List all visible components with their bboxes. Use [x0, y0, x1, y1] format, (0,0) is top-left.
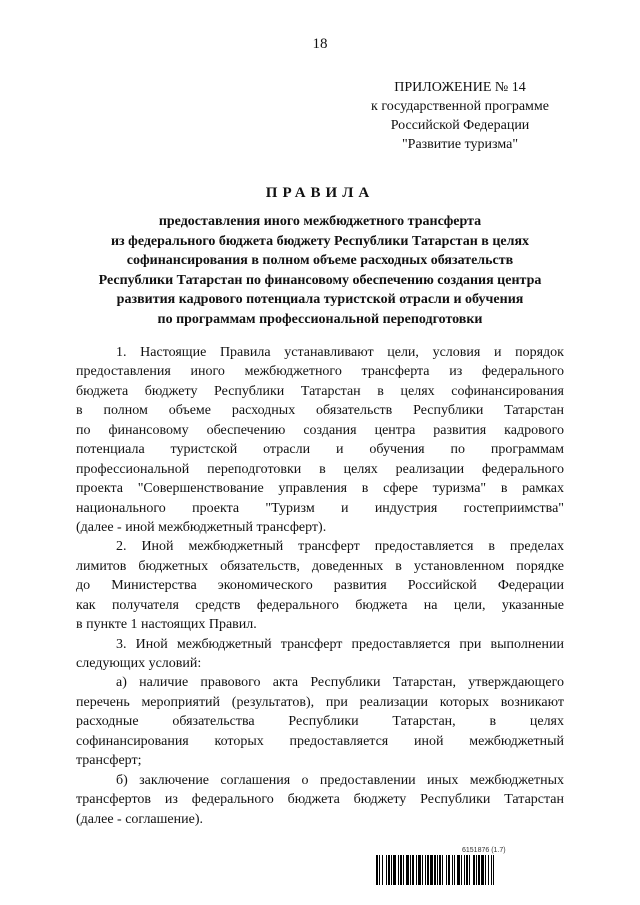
text-line: 3. Иной межбюджетный трансферт предоставляется при выполнении — [116, 636, 564, 652]
barcode-icon — [376, 855, 566, 885]
page-number: 18 — [312, 36, 328, 52]
text-line: расходные обязательства Республики Татарстан, в целях — [76, 714, 564, 730]
text-line: софинансирования которых предоставляется иной межбюджетный — [76, 733, 564, 749]
text-line: 2. Иной межбюджетный трансферт предоставляется в пределах — [116, 539, 564, 555]
paragraph-3a — [76, 673, 564, 770]
text-line: как получателя средств федерального бюджета на цели, указанные — [76, 597, 564, 613]
text-line: (далее - иной межбюджетный трансферт). — [76, 519, 327, 535]
paragraph-3b — [76, 771, 564, 829]
appendix-line: ПРИЛОЖЕНИЕ № 14 — [394, 80, 526, 95]
document-subtitle — [60, 212, 580, 329]
text-line: до Министерства экономического развития Российской Федерации — [76, 578, 564, 594]
document-code: 6151876 (1.7) — [462, 847, 506, 854]
paragraph-3 — [76, 635, 564, 674]
document-body — [76, 343, 564, 829]
subtitle-line: из федерального бюджета бюджету Республики Татарстан в целях — [110, 233, 530, 249]
subtitle-line: Республики Татарстан по финансовому обеспечению создания центра — [98, 272, 542, 288]
subtitle-line: предоставления иного межбюджетного трансферта — [158, 214, 482, 229]
text-line: в пункте 1 настоящих Правил. — [76, 617, 257, 633]
appendix-line: "Развитие туризма" — [401, 137, 519, 152]
text-line: 1. Настоящие Правила устанавливают цели, условия и порядок — [116, 345, 564, 360]
appendix-line: к государственной программе — [371, 99, 549, 114]
text-line: профессиональной переподготовки в целях реализации федерального — [76, 461, 564, 477]
appendix-header — [344, 78, 576, 154]
text-line: в полном объеме расходных обязательств Республики Татарстан — [76, 403, 564, 419]
appendix-line: Российской Федерации — [390, 118, 530, 133]
barcode-bar — [494, 855, 496, 885]
text-line: (далее - соглашение). — [76, 811, 203, 827]
text-line: перечень мероприятий (результатов), при реализации которых возникают — [76, 694, 564, 710]
subtitle-line: развития кадрового потенциала туристской отрасли и обучения — [116, 292, 524, 307]
subtitle-line: софинансирования в полном объеме расходных обязательств — [126, 253, 514, 268]
text-line: по финансовому обеспечению создания центра развития кадрового — [76, 422, 564, 438]
document-title: ПРАВИЛА — [265, 185, 375, 201]
text-line: потенциала туристской отрасли и обучения по программам — [76, 442, 564, 458]
text-line: трансферт; — [76, 753, 142, 769]
paragraph-1 — [76, 343, 564, 537]
text-line: бюджета бюджету Республики Татарстан в целях софинансирования — [76, 383, 564, 399]
subtitle-line: по программам профессиональной переподготовки — [157, 311, 483, 327]
text-line: трансфертов из федерального бюджета бюджету Республики Татарстан — [76, 792, 564, 808]
text-line: национального проекта "Туризм и индустрия гостеприимства" — [76, 500, 564, 516]
paragraph-2 — [76, 537, 564, 634]
text-line: б) заключение соглашения о предоставлении иных межбюджетных — [116, 772, 564, 788]
text-line: предоставления иного межбюджетного трансферта из федерального — [76, 364, 564, 380]
text-line: следующих условий: — [76, 656, 202, 671]
text-line: проекта "Совершенствование управления в сфере туризма" в рамках — [76, 481, 564, 497]
text-line: лимитов бюджетных обязательств, доведенных в установленном порядке — [76, 558, 564, 574]
text-line: а) наличие правового акта Республики Татарстан, утверждающего — [116, 675, 564, 691]
